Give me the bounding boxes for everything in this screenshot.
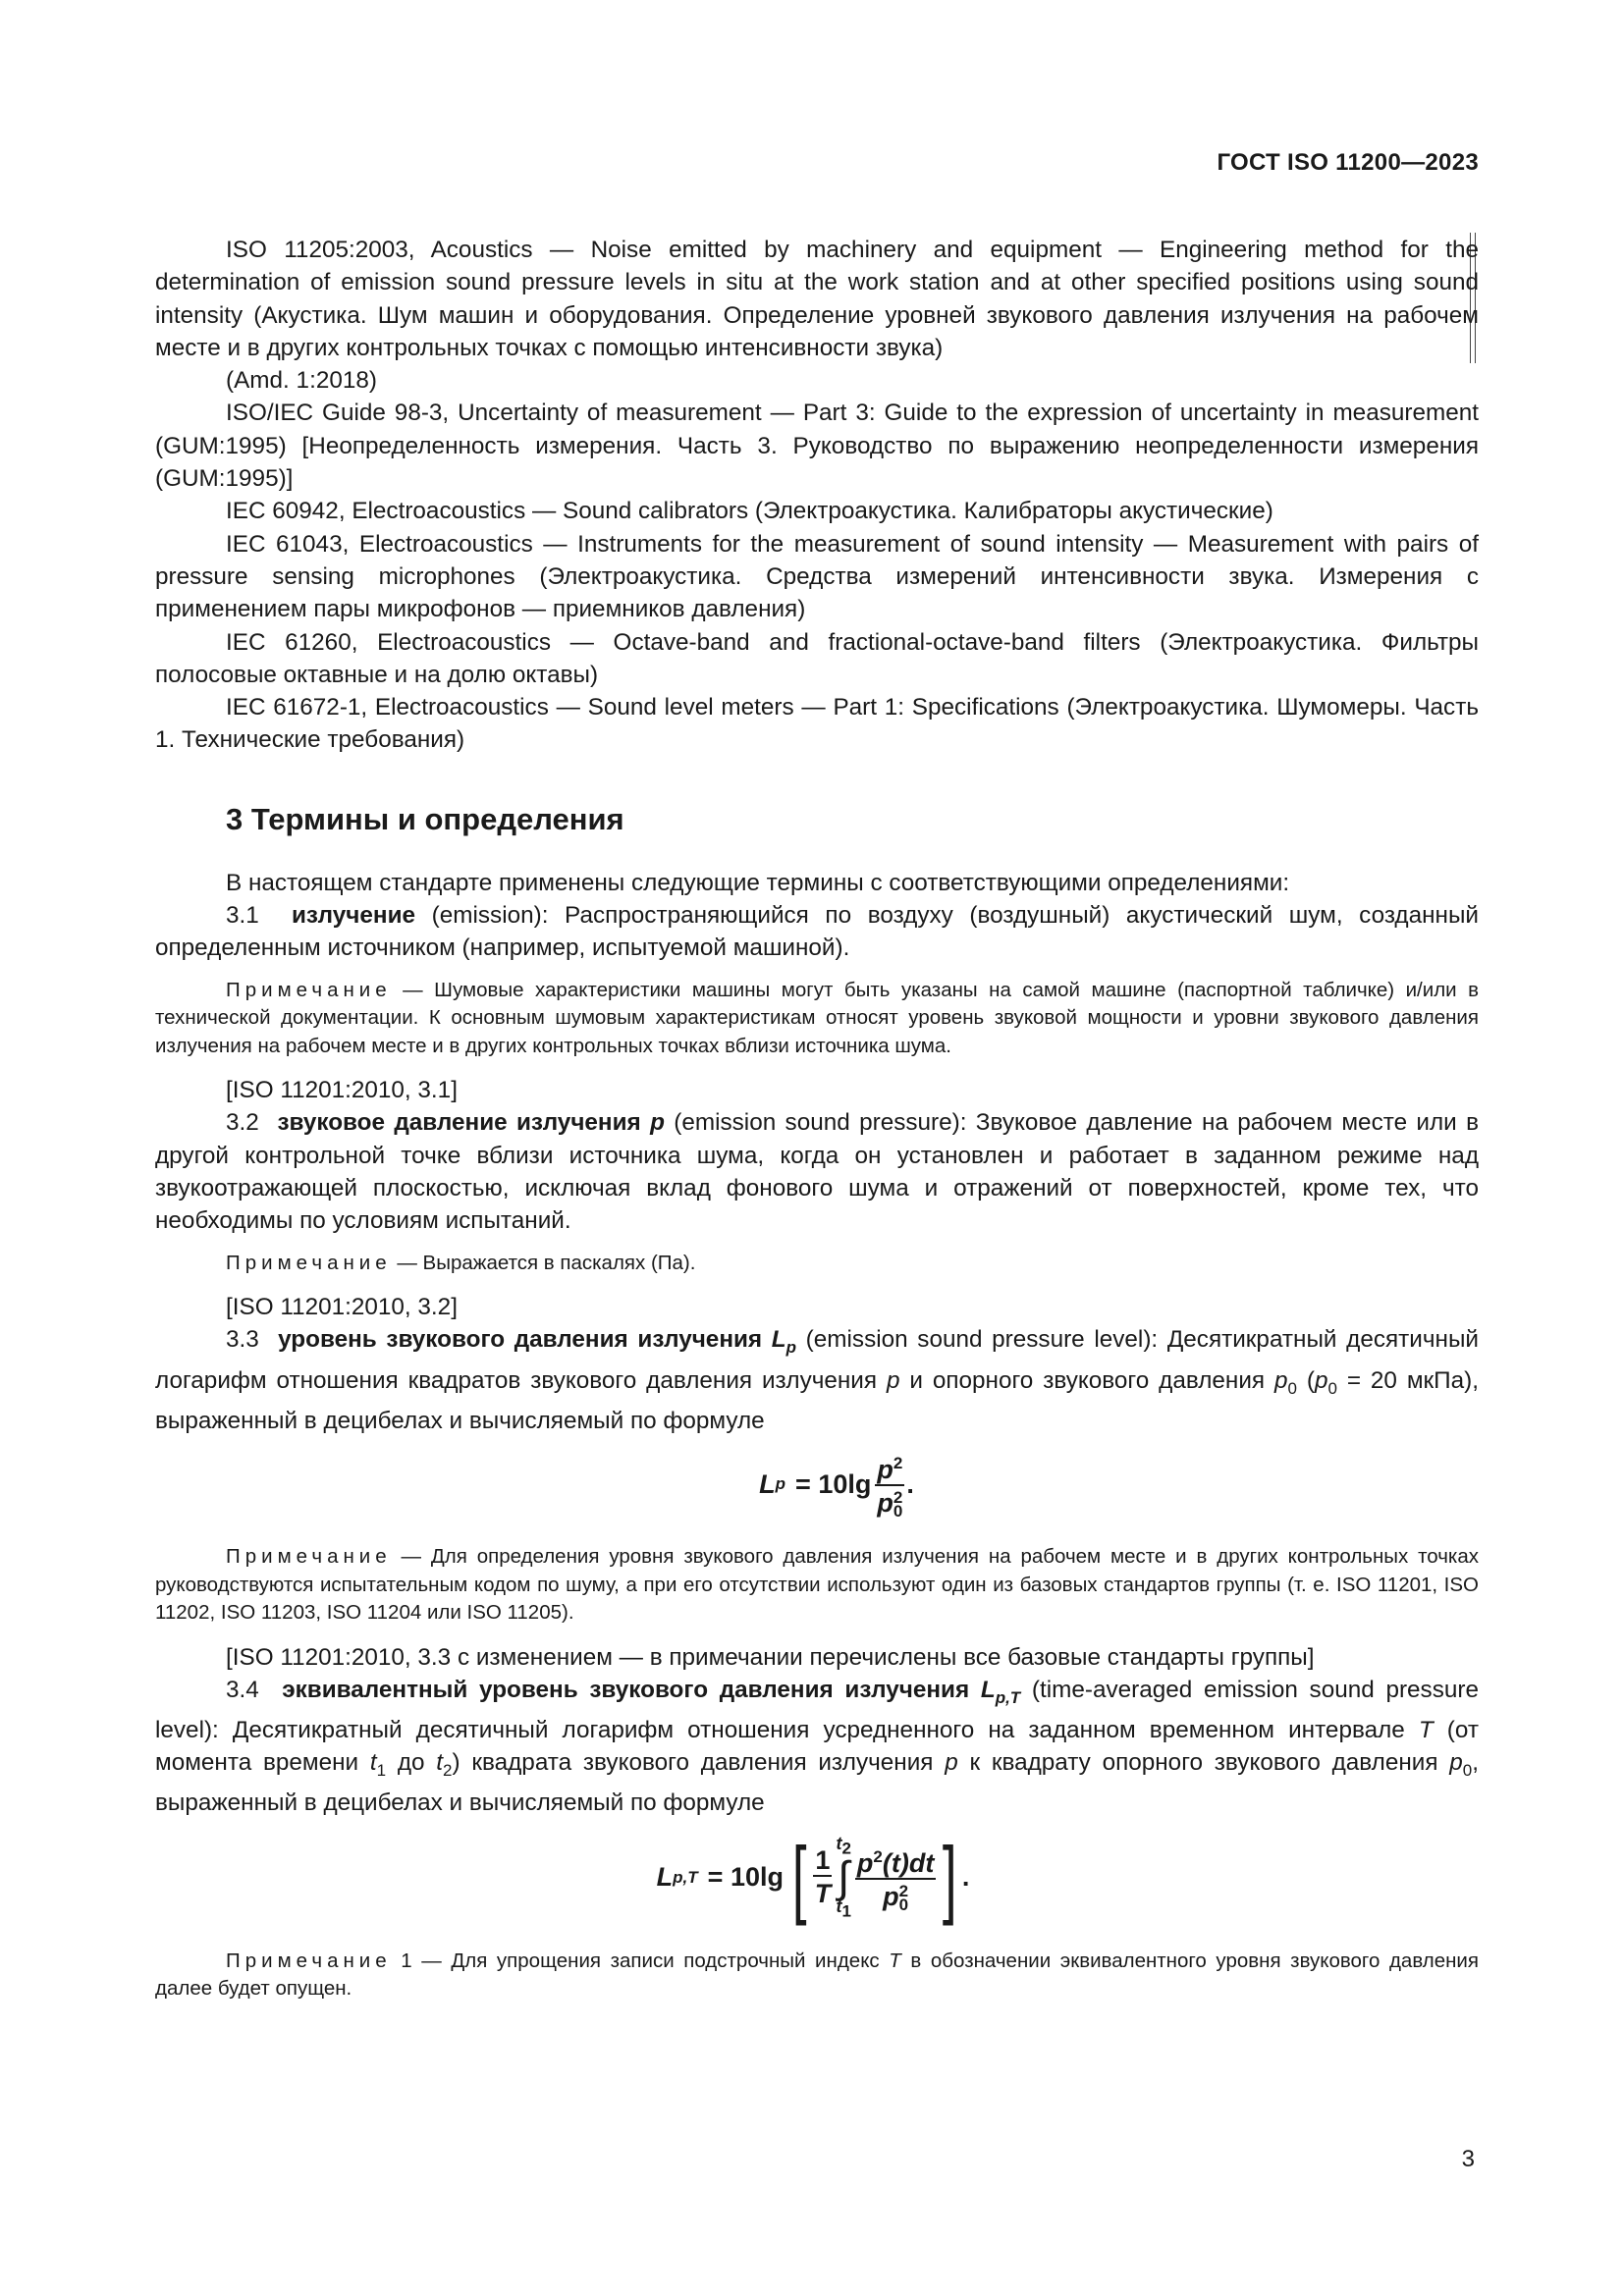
note-3-1 <box>155 977 1479 1061</box>
num-sup: 2 <box>873 1846 883 1866</box>
reference-iso-iec-guide-98-3: ISO/IEC Guide 98-3, Uncertainty of measurement — Part 3: Guide to the expression of uncertainty in measurement (GUM:1995) [Неопределенность измерения. Часть 3. Руководство по выражению неопределенности измерения (GUM:1995)] <box>155 400 1479 493</box>
note-text-part1: — Для упрощения записи подстрочный индекс <box>411 1949 890 1972</box>
note-3-4 <box>155 1948 1479 2003</box>
den-p: p <box>877 1488 893 1519</box>
note-label: Примечание <box>226 978 392 1001</box>
section-title: 3 Термины и определения <box>226 801 624 836</box>
term-definition-part1: (time-averaged emission sound pressure level): Десятикратный десятичный логарифм отношения усредненного на заданном временном интервале <box>155 1676 1479 1743</box>
formula-lhs: L <box>759 1468 776 1499</box>
note-3-3 <box>155 1543 1479 1628</box>
var-p0: p <box>1273 1366 1288 1394</box>
term-symbol-sub: p,T <box>995 1687 1021 1707</box>
note-label: Примечание <box>226 1545 392 1569</box>
reference-iso-11205: ISO 11205:2003, Acoustics — Noise emitted by machinery and equipment — Engineering method for the determination of emission sound pressure levels in situ at the work station and at other specified positions using sound intensity (Акустика. Шум машин и оборудования. Определение уровней звукового давления излучения на рабочем месте и в других контрольных точках с помощью интенсивности звука) <box>155 237 1479 361</box>
term-definition: (emission): Распространяющийся по воздуху (воздушный) акустический шум, созданный определенным источником (например, испытуемой машиной). <box>155 902 1479 962</box>
section-intro: В настоящем стандарте применены следующие термины с соответствующими определениями: <box>226 869 1290 896</box>
term-definition-part4: = 20 мкПа), выраженный в децибелах и вычисляемый по формуле <box>155 1366 1479 1434</box>
term-3-2 <box>155 1106 1479 1237</box>
term-definition-part2: и опорного звукового давления <box>899 1366 1274 1394</box>
term-3-3 <box>155 1323 1479 1437</box>
document-header: ГОСТ ISO 11200—2023 <box>1217 149 1479 176</box>
var-t1: t <box>369 1749 377 1777</box>
den-p: p <box>883 1881 899 1911</box>
den-sup: 2 <box>898 1881 909 1900</box>
var-T: T <box>1418 1716 1434 1743</box>
reference-iec-61672-1: IEC 61672-1, Electroacoustics — Sound level meters — Part 1: Specifications (Электроакустика. Шумомеры. Часть 1. Технические требования) <box>155 694 1479 754</box>
note-text: — Выражается в паскалях (Па). <box>391 1251 696 1274</box>
term-symbol: L <box>980 1676 996 1703</box>
note-text: — Шумовые характеристики машины могут быть указаны на самой машине (паспортной табличке) и/или в технической документации. К основным шумовым характеристикам относят уровень звуковой мощности и уровни звукового давления излучения на рабочем месте и в других контрольных точках вблизи источника шума. <box>155 978 1479 1057</box>
term-name: звуковое давление излучения <box>277 1109 641 1137</box>
var-p: p <box>945 1749 958 1777</box>
var-t2-sub: 2 <box>443 1761 453 1781</box>
formula-lhs: L <box>656 1862 674 1893</box>
formula-equals: = 10lg <box>707 1862 784 1893</box>
term-definition-part1: (emission sound pressure level): Десятикратный десятичный логарифм отношения квадратов звукового давления излучения <box>155 1326 1479 1394</box>
den-sub: 0 <box>893 1501 903 1521</box>
term-name: уровень звукового давления излучения <box>278 1326 763 1354</box>
reference-amendment: (Amd. 1:2018) <box>226 367 377 395</box>
term-number: 3.2 <box>226 1109 259 1137</box>
reference-iec-61260: IEC 61260, Electroacoustics — Octave-band and fractional-octave-band filters (Электроакустика. Фильтры полосовые октавные и на долю октавы) <box>155 628 1479 688</box>
num-rest: (t)dt <box>882 1847 935 1878</box>
term-name: эквивалентный уровень звукового давления излучения <box>282 1676 970 1703</box>
term-definition: (emission sound pressure): Звуковое давление на рабочем месте или в другой контрольной точке вблизи источника шума, когда он установлен и работает в заданном режиме над звукоотражающей плоскостью, исключая вклад фонового шума и отражений от поверхностей, кроме тех, что необходимы по условиям испытаний. <box>155 1109 1479 1235</box>
reference-iec-61043: IEC 61043, Electroacoustics — Instruments for the measurement of sound intensity — Measurement with pairs of pressure sensing microphones (Электроакустика. Средства измерений интенсивности звука. Измерения с применением пары микрофонов — приемников давления) <box>155 530 1479 623</box>
var-t2: t <box>436 1749 444 1777</box>
page-content <box>155 234 1479 2017</box>
upper-limit-sub: 2 <box>841 1839 851 1858</box>
term-number: 3.3 <box>226 1326 259 1354</box>
term-definition-part4: ) квадрата звукового давления излучения <box>452 1749 946 1777</box>
term-name: излучение <box>291 902 416 930</box>
formula-denominator <box>883 1880 908 1913</box>
var-p0-b: p <box>1314 1366 1328 1394</box>
left-bracket-icon: [ <box>791 1828 807 1926</box>
formula-one-over-T <box>813 1845 832 1910</box>
term-number: 3.1 <box>226 902 259 930</box>
T: T <box>814 1878 832 1908</box>
var-p: p <box>886 1366 900 1394</box>
formula-numerator <box>855 1842 936 1880</box>
num-sup: 2 <box>893 1454 903 1473</box>
formula-lhs-sub: p <box>775 1474 786 1494</box>
upper-limit: t <box>836 1834 842 1854</box>
den-sub: 0 <box>898 1895 909 1914</box>
term-definition-part2: (от момента времени <box>155 1716 1479 1777</box>
one: 1 <box>815 1844 831 1875</box>
formula-3-3 <box>194 1437 1479 1531</box>
var-p0-sub: 0 <box>1462 1761 1473 1781</box>
right-bracket-icon: ] <box>943 1828 957 1926</box>
var-p0-b-sub: 0 <box>1327 1378 1337 1398</box>
formula-fraction <box>875 1449 904 1520</box>
reference-iec-60942: IEC 60942, Electroacoustics — Sound calibrators (Электроакустика. Калибраторы акустические) <box>226 498 1273 525</box>
formula-equals: = 10lg <box>795 1468 872 1499</box>
term-number: 3.4 <box>226 1676 259 1703</box>
term-definition-part6: , выраженный в децибелах и вычисляемый по формуле <box>155 1749 1479 1817</box>
note-number: 1 <box>401 1949 412 1972</box>
term-symbol: L <box>771 1326 786 1354</box>
term-definition-part3: ( <box>1296 1366 1315 1394</box>
term-definition-part3: до <box>386 1749 437 1777</box>
note-var-T: T <box>889 1949 901 1972</box>
note-label: Примечание <box>226 1949 392 1972</box>
note-label: Примечание <box>226 1251 392 1274</box>
term-3-1 <box>155 899 1479 965</box>
term-symbol-sub: p <box>785 1338 797 1358</box>
den-sup: 2 <box>893 1487 903 1507</box>
lower-limit-sub: 1 <box>841 1901 851 1921</box>
note-3-2 <box>155 1250 1479 1278</box>
term-3-4 <box>155 1674 1479 1820</box>
term-definition-part5: к квадрату опорного звукового давления <box>957 1749 1450 1777</box>
formula-lhs-sub: p,T <box>673 1867 698 1887</box>
formula-fraction <box>855 1842 936 1913</box>
var-p0-sub: 0 <box>1287 1378 1297 1398</box>
lower-limit: t <box>836 1896 842 1916</box>
source-3-1: [ISO 11201:2010, 3.1] <box>226 1077 458 1104</box>
num-p: p <box>877 1455 893 1485</box>
num-p: p <box>856 1847 874 1878</box>
var-p0: p <box>1449 1749 1463 1777</box>
formula-end: . <box>906 1468 914 1499</box>
formula-numerator <box>875 1449 904 1486</box>
formula-3-4 <box>147 1820 1479 1936</box>
integral-icon: $t_2$ ∫ $t_1$ <box>836 1834 851 1921</box>
var-t1-sub: 1 <box>376 1761 387 1781</box>
formula-end: . <box>961 1862 970 1893</box>
source-3-3: [ISO 11201:2010, 3.3 с изменением — в примечании перечислены все базовые стандарты группы] <box>226 1643 1315 1671</box>
source-3-2: [ISO 11201:2010, 3.2] <box>226 1294 458 1321</box>
page-number: 3 <box>1461 2146 1475 2172</box>
note-text: — Для определения уровня звукового давления излучения на рабочем месте и в других контрольных точках руководствуются испытательным кодом по шуму, а при его отсутствии используют один из базовых стандартов группы (т. е. ISO 11201, ISO 11202, ISO 11203, ISO 11204 или ISO 11205). <box>155 1545 1479 1625</box>
note-text-part2: в обозначении эквивалентного уровня звукового давления далее будет опущен. <box>155 1949 1479 2001</box>
term-symbol: p <box>650 1109 665 1137</box>
formula-denominator <box>877 1486 902 1520</box>
